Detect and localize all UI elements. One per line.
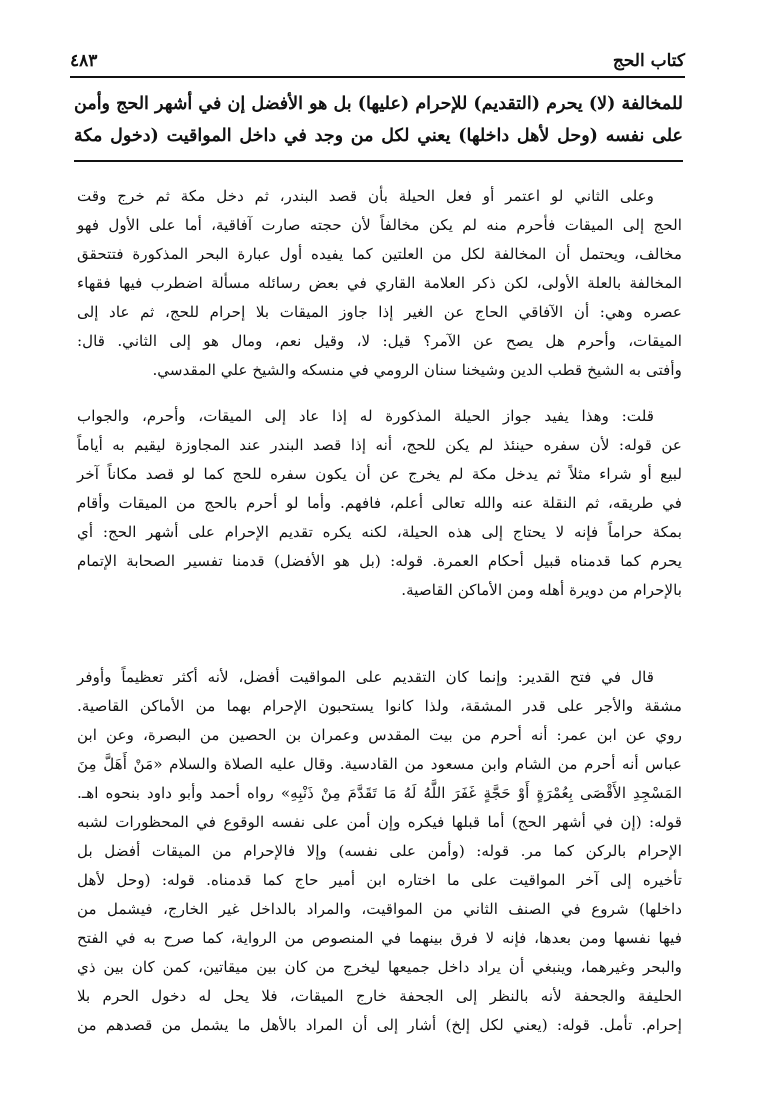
commentary-line: إحرام. تأمل. قوله: (يعني لكل إلخ) أشار إلى أن المراد بالأهل ما يشمل من قصدهم من	[77, 1016, 682, 1034]
commentary-paragraph-2	[77, 402, 682, 605]
commentary-line: لبيع أو شراء مثلاً ثم يدخل مكة لم يخرج عن أن يكون سفره للحج كما لو قصد مكاناً آخر	[77, 465, 682, 483]
commentary-line: عن قوله: لأن سفره حينئذ لم يكن للحج، أنه إذا قصد البندر عند المجاوزة ليقيم به أياماً	[77, 436, 682, 454]
commentary-line: المخالفة بالعلة الأولى، لكن ذكر العلامة القاري في بعض رسائله مسألة اضطرب فيها فقهاء	[77, 274, 682, 292]
main-text-line: على نفسه (وحل لأهل داخلها) يعني لكل من وجد في داخل المواقيت (دخول مكة	[74, 126, 683, 146]
commentary-line: روي عن ابن عمر: أنه أحرم من بيت المقدس وعمران بن الحصين من البصرة، وعن ابن	[77, 726, 682, 744]
commentary-line: وأفتى به الشيخ قطب الدين وشيخنا سنان الرومي في منسكه والشيخ علي المقدسي.	[152, 361, 682, 379]
commentary-line: عصره وهي: أن الآفاقي الحاج عن الغير إذا جاوز الميقات بلا إحرام للحج، ثم عاد إلى	[77, 303, 682, 321]
commentary-line: بالإحرام من دويرة أهله ومن الأماكن القاصية.	[401, 581, 682, 599]
commentary-line: مخالف، ويحتمل أن المخالفة لكل من العلتين كما يفيده أول عبارة البحر المذكورة فتتحقق	[77, 245, 682, 263]
commentary-line: قلت: وهذا يفيد جواز الحيلة المذكورة له إذا عاد إلى الميقات، وأحرم، والجواب	[77, 407, 654, 425]
commentary-line: الحليفة والجحفة لأنه بالنظر إلى الجحفة خارج الميقات، فلا يحل له دخول الحرم بلا	[77, 987, 682, 1005]
commentary-line: والبحر وغيرهما، وينبغي أن يراد داخل جميعها ليخرج من كان بين ميقاتين، كمن كان بين ذي	[77, 958, 682, 976]
commentary-line: بمكة حراماً فإنه لا يحتاج إلى هذه الحيلة، لكنه يكره تقديم الإحرام على أشهر الحج: أي	[77, 523, 682, 541]
commentary-line: الميقات، وأحرم هل يصح عن الآمر؟ قيل: لا، وقيل نعم، ومال هو إلى الثاني. قال:	[77, 332, 682, 350]
commentary-line: يحرم كما قدمناه قبيل أحكام العمرة. قوله: (بل هو الأفضل) قدمنا تفسير الصحابة الإتمام	[77, 552, 682, 570]
commentary-line: في طريقه، ثم النقلة عنه والله تعالى أعلم، فافهم. وأما لو أحرم بالحج من الميقات وأقام	[77, 494, 682, 512]
main-text	[74, 88, 683, 162]
commentary-paragraph-1	[77, 182, 682, 385]
page-header	[70, 50, 685, 78]
book-title: كتاب الحج	[612, 51, 685, 71]
commentary-line: تأخيره إلى آخر المواقيت على ما اختاره ابن أمير حاج كما قدمناه. قوله: (وحل لأهل	[77, 871, 682, 889]
main-text-line: للمخالفة (لا) يحرم (التقديم) للإحرام (عليها) بل هو الأفضل إن في أشهر الحج وأمن	[74, 94, 683, 114]
commentary-paragraph-3	[77, 663, 682, 1040]
commentary-line: قال في فتح القدير: وإنما كان التقديم على المواقيت أفضل، لأنه أكثر تعظيماً وأوفر	[77, 668, 654, 686]
commentary-line: مشقة والأجر على قدر المشقة، ولذا كانوا يستحبون الإحرام بهما من الأماكن القاصية.	[77, 697, 682, 715]
commentary-line: المَسْجِدِ الأَقْصَى بِعُمْرَةٍ أَوْ حَجَّةٍ غَفَرَ اللَّهُ لَهُ مَا تَقَدَّمَ مِنْ ذَنْبِهِ» رواه أحمد وأبو داود بنحوه اهـ.	[77, 784, 682, 802]
commentary-line: قوله: (إن في أشهر الحج) أما قبلها فيكره وإن أمن على نفسه الوقوع في المحظورات لشبه	[77, 813, 682, 831]
commentary-line: وعلى الثاني لو اعتمر أو فعل الحيلة بأن قصد البندر، ثم دخل مكة ثم خرج وقت	[77, 187, 654, 205]
commentary-line: عباس أنه أحرم من الشام وابن مسعود من القادسية. وقال عليه الصلاة والسلام «مَنْ أَهَلَّ مِنَ	[77, 755, 682, 773]
commentary-line: الإحرام بالركن كما مر. قوله: (وأمن على نفسه) وإلا فالإحرام من الميقات أفضل بل	[77, 842, 682, 860]
commentary-line: الحج إلى الميقات فأحرم منه لم يكن مخالفاً لأن حجته صارت آفاقية، أما على الأول فهو	[77, 216, 682, 234]
page-number: ٤٨٣	[70, 51, 98, 71]
commentary-line: داخلها) شروع في الصنف الثاني من المواقيت، والمراد بالداخل غير الخارج، فيشمل من	[77, 900, 682, 918]
commentary-line: فيها نفسها ومن بعدها، فإنه لا فرق بينهما في المنصوص من الرواية، كما صرح به في الفتح	[77, 929, 682, 947]
